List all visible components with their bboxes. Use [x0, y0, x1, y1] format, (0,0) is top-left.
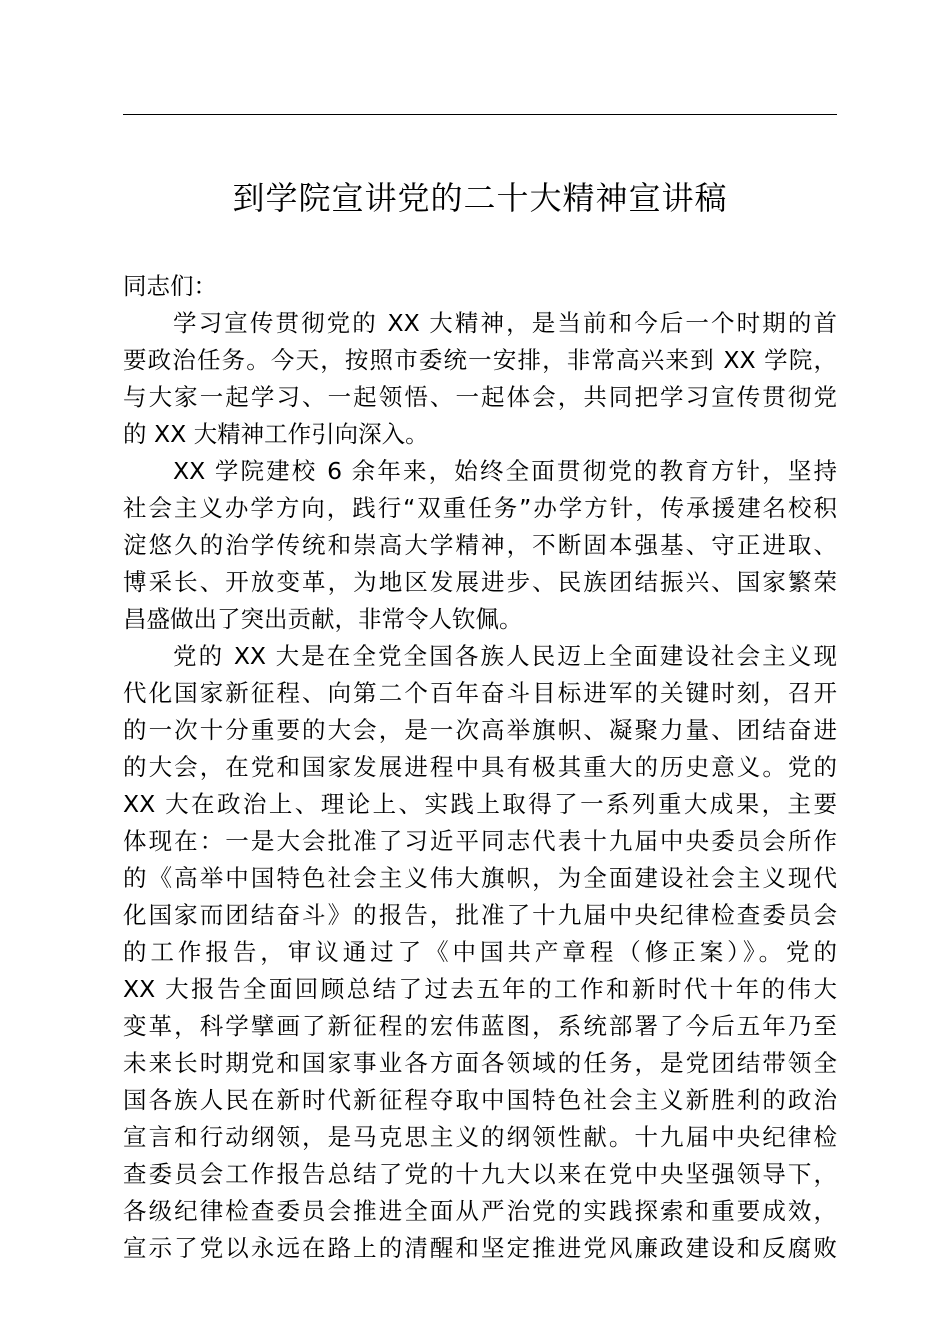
paragraph-3-line: XX 大在政治上、理论上、实践上取得了一系列重大成果，主要: [123, 790, 837, 818]
paragraph-3-line: 的一次十分重要的大会，是一次高举旗帜、凝聚力量、团结奋进: [123, 716, 837, 744]
paragraph-2-line: 昌盛做出了突出贡献，非常令人钦佩。: [123, 605, 523, 633]
paragraph-3-line: 各级纪律检查委员会推进全面从严治党的实践探索和重要成效，: [123, 1197, 837, 1225]
paragraph-2-line: 淀悠久的治学传统和崇高大学精神，不断固本强基、守正进取、: [123, 531, 837, 559]
paragraph-3-line: 查委员会工作报告总结了党的十九大以来在党中央坚强领导下，: [123, 1160, 837, 1188]
paragraph-3-line: 党的 XX 大是在全党全国各族人民迈上全面建设社会主义现: [173, 642, 837, 670]
paragraph-3-line: 代化国家新征程、向第二个百年奋斗目标进军的关键时刻，召开: [123, 679, 837, 707]
paragraph-2-line: 社会主义办学方向，践行“双重任务”办学方针，传承援建名校积: [123, 494, 837, 522]
paragraph-3-line: 未来长时期党和国家事业各方面各领域的任务，是党团结带领全: [123, 1049, 837, 1077]
paragraph-1-line: 的 XX 大精神工作引向深入。: [123, 420, 429, 448]
paragraph-1-line: 学习宣传贯彻党的 XX 大精神，是当前和今后一个时期的首: [173, 309, 837, 337]
paragraph-2-line: 博采长、开放变革，为地区发展进步、民族团结振兴、国家繁荣: [123, 568, 837, 596]
paragraph-3-line: 国各族人民在新时代新征程夺取中国特色社会主义新胜利的政治: [123, 1086, 837, 1114]
paragraph-1-line: 要政治任务。今天，按照市委统一安排，非常高兴来到 XX 学院，: [123, 346, 837, 374]
document-body: [123, 268, 837, 1267]
paragraph-3-line: 宣示了党以永远在路上的清醒和坚定推进党风廉政建设和反腐败: [123, 1234, 837, 1262]
paragraph-3-line: 的工作报告，审议通过了《中国共产章程（修正案）》。党的: [123, 938, 837, 966]
paragraph-3-line: 变革，科学擘画了新征程的宏伟蓝图，系统部署了今后五年乃至: [123, 1012, 837, 1040]
paragraph-3-line: 体现在：一是大会批准了习近平同志代表十九届中央委员会所作: [123, 827, 837, 855]
paragraph-3-line: 的《高举中国特色社会主义伟大旗帜，为全面建设社会主义现代: [123, 864, 837, 892]
paragraph-1-line: 与大家一起学习、一起领悟、一起体会，共同把学习宣传贯彻党: [123, 383, 837, 411]
paragraph-3-line: 宣言和行动纲领，是马克思主义的纲领性献。十九届中央纪律检: [123, 1123, 837, 1151]
header-rule: [123, 114, 837, 115]
greeting: 同志们：: [123, 272, 217, 300]
paragraph-3-line: 化国家而团结奋斗》的报告，批准了十九届中央纪律检查委员会: [123, 901, 837, 929]
paragraph-3-line: XX 大报告全面回顾总结了过去五年的工作和新时代十年的伟大: [123, 975, 837, 1003]
document-title: 到学院宣讲党的二十大精神宣讲稿: [232, 179, 728, 217]
paragraph-2-line: XX 学院建校 6 余年来，始终全面贯彻党的教育方针，坚持: [173, 457, 837, 485]
paragraph-3-line: 的大会，在党和国家发展进程中具有极其重大的历史意义。党的: [123, 753, 837, 781]
